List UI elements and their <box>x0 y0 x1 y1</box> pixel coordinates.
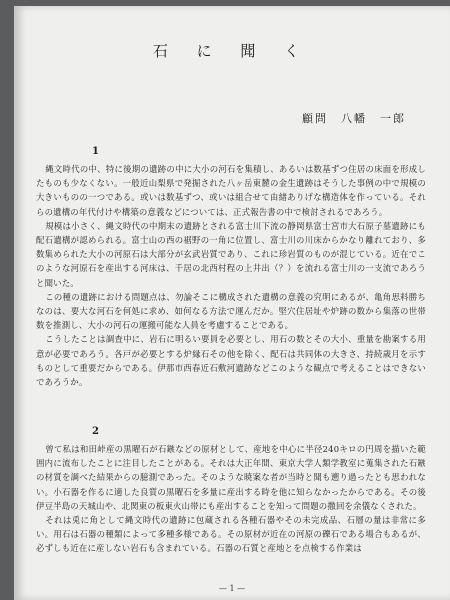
paragraph: 縄文時代の中、特に後期の遺跡の中に大小の河石を集積し、あるいは数基ずつ住居の床面を形成したものも少なくない。一般近山梨県で発掘された八ヶ岳東麓の金生遺跡はそうした事例の中で規模の大きいものの一つである。或いは数基ずつ、或いは組合せて由緒ありげな構造体を作っている。それらの遺構の年代付けや構築の意義などについては、正式報告書の中で検討されるであろう。 <box>36 164 426 217</box>
section-2-text <box>36 442 426 556</box>
document-title: 石 に 聞 く <box>152 42 312 60</box>
paragraph: 規模は小さく、縄文時代の中期末の遺跡とされる富士川下流の静岡県富士宮市大石原子墓遺跡にも配石遺構が認められる。富士山の西の裾野の一角に位置し、富士川の川床からかなり離れており、多数集められた大小の河原石は大部分が玄武岩質であり、これに珍岩質のものが混じている。近在でこのような河原石を産出する河床は、千居の北西村程の上井出（？）を流れる富士川の一支流であろうと聞いた。 <box>36 220 426 288</box>
document-page <box>14 6 450 600</box>
paragraph: この種の遺跡における問題点は、勿論そこに構成された遺構の意義の究明にあるが、亀角思料勝ちなのは、要大な河石を何処に求め、如何なる方法で運んだか。堅穴住居址や炉跡の数から集落の世帯数を推測し、大小の河石の運搬可能な人員を考慮することである。 <box>36 291 426 331</box>
section-1-text <box>36 162 426 389</box>
author-line: 顧問 八幡 一郎 <box>302 112 406 125</box>
paragraph: こうしたことは調査中に、岩石に明るい要員を必要とし、用石の数とその大小、重量を勘案する用意が必要であろう。各戸が必要とする炉縁石その他を除く、配石は共同体の大きさ、持続歳月を示すものとして重要だからである。伊那市西春近石敷河遺跡などこのような観点で考えることはできないであろうか。 <box>36 334 426 388</box>
page-number: — 1 — <box>218 584 246 593</box>
section-number-2: 2 <box>92 426 99 437</box>
paragraph: それは兎に角として縄文時代の遺跡に包蔵される各種石器やその未完成品、石層の量は非常に多い。用石は石器の種類によって多種多様である。その原材が近在の河原の礫石である場合もあるが、必ずしも近在に産しない岩石も含まれている。石器の石質と産地とを点検する作業は <box>36 515 426 554</box>
section-number-1: 1 <box>92 146 99 157</box>
paragraph: 曾て私は和田峠産の黒曜石が石鏃などの原材として、産地を中心に半径240キロの円周を描いた範囲内に流布したことに注目したことがある。それは大正年間、東京大学人類学教室に蒐集された石鏃の材質を調べた結果からの臆測であった。そのような暁案な者が当時と聞も遡り過ったとも思われない。小石器を作るに適した良質の黒曜石を多量に産出する時を他に知らなかったからである。その後伊豆半島の天城山や、北関東の板東火山帯にも産出することを知って問題の撒回を余儀なくされた。 <box>36 444 426 511</box>
